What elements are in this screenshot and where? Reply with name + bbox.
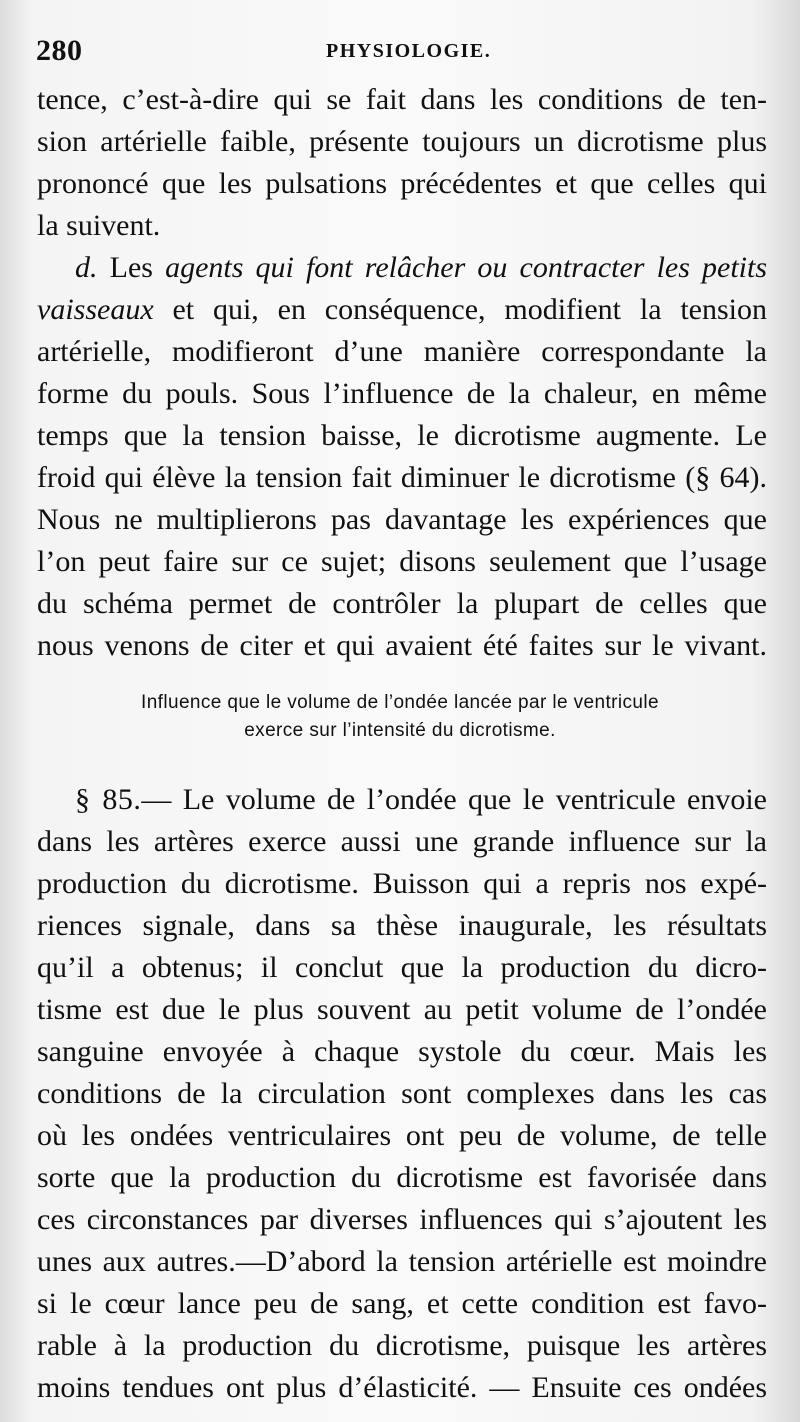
text-line: artérielle, modifieront d’une manière correspondante la [37, 335, 767, 368]
text-line: sorte que la production du dicrotisme est favorisée dans [37, 1161, 767, 1194]
text-line: sanguine envoyée à chaque systole du cœur. Mais les [37, 1035, 767, 1068]
text-line: froid qui élève la tension fait diminuer le dicrotisme (§ 64). [37, 461, 767, 494]
text-line: unes aux autres.—D’abord la tension artérielle est moindre [37, 1245, 767, 1278]
text-run: Les [109, 251, 153, 284]
text-line: riences signale, dans sa thèse inaugurale, les résultats [37, 909, 767, 942]
text-line: forme du pouls. Sous l’influence de la chaleur, en même [37, 377, 767, 410]
text-line: la suivent. [37, 209, 161, 242]
text-line: ces circonstances par diverses influences qui s’ajoutent les [37, 1203, 767, 1236]
text-line-mixed [37, 290, 767, 332]
text-line: prononcé que les pulsations précédentes et que celles qui [37, 167, 767, 200]
section-caption: exerce sur l’intensité du dicrotisme. [244, 720, 556, 741]
running-head: PHYSIOLOGIE. [326, 40, 492, 62]
text-line: tence, c’est-à-dire qui se fait dans les conditions de ten- [37, 83, 767, 116]
emphasis-text: vaisseaux [37, 293, 154, 326]
text-line: si le cœur lance peu de sang, et cette condition est favo- [37, 1287, 767, 1320]
text-line: qu’il a obtenus; il conclut que la production du dicro- [37, 951, 767, 984]
page-header [36, 30, 766, 80]
text-line: tisme est due le plus souvent au petit volume de l’ondée [37, 993, 767, 1026]
text-line: dans les artères exerce aussi une grande influence sur la [37, 825, 767, 858]
emphasis-text: agents qui font relâcher ou contracter les petits [165, 251, 768, 284]
text-line: l’on peut faire sur ce sujet; disons seulement que l’usage [37, 545, 767, 578]
list-marker: d. [75, 251, 98, 284]
text-line: où les ondées ventriculaires ont peu de volume, de telle [37, 1119, 767, 1152]
text-line: conditions de la circulation sont complexes dans les cas [37, 1077, 767, 1110]
text-run: et qui, en conséquence, modifient la tension [172, 293, 768, 326]
text-line-mixed [75, 248, 767, 290]
text-line: du schéma permet de contrôler la plupart de celles que [37, 587, 767, 620]
section-number: § 85. [75, 783, 142, 816]
page-number: 280 [36, 34, 83, 67]
text-line: sion artérielle faible, présente toujours un dicrotisme plus [37, 125, 767, 158]
text-line: nous venons de citer et qui avaient été faites sur le vivant. [37, 629, 767, 662]
text-run: — Le volume de l’ondée que le ventricule envoie [141, 783, 767, 816]
text-line: Nous ne multiplierons pas davantage les expériences que [37, 503, 767, 536]
text-line: temps que la tension baisse, le dicrotisme augmente. Le [37, 419, 767, 452]
text-line-mixed [75, 780, 767, 822]
section-caption: Influence que le volume de l’ondée lancée par le ventricule [141, 692, 659, 713]
text-line: production du dicrotisme. Buisson qui a repris nos expé- [37, 867, 767, 900]
text-line: moins tendues ont plus d’élasticité. — Ensuite ces ondées [37, 1371, 767, 1404]
text-line: rable à la production du dicrotisme, puisque les artères [37, 1329, 767, 1362]
